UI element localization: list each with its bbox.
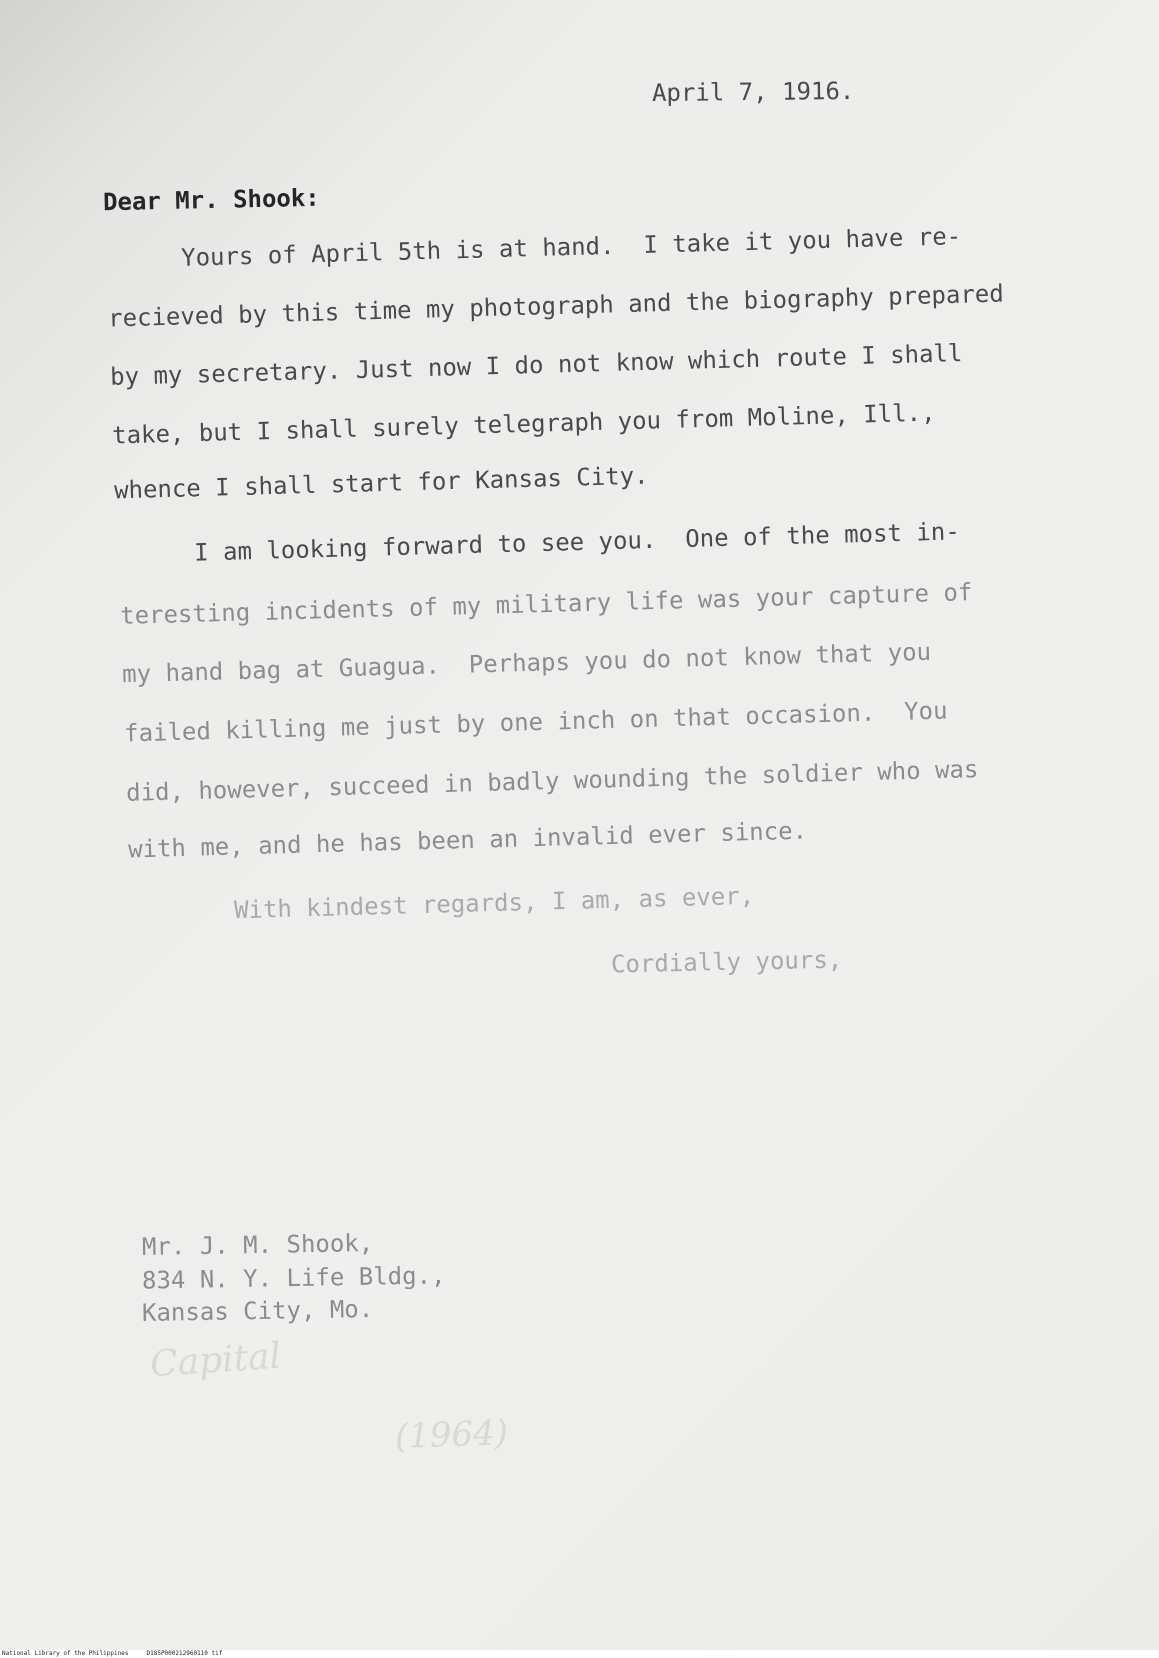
paragraph1-line: take, but I shall surely telegraph you from Moline, Ill., (111, 398, 936, 450)
paragraph1-line: recieved by this time my photograph and the biography prepared (107, 279, 1005, 333)
address-line: Mr. J. M. Shook, (141, 1228, 374, 1262)
pencil-note: Capital (148, 1335, 283, 1386)
paragraph2-line: failed killing me just by one inch on that occasion. You (123, 696, 948, 748)
paragraph2-line: with me, and he has been an invalid ever since. (127, 816, 808, 864)
paragraph2-line: teresting incidents of my military life was your capture of (119, 578, 973, 630)
paragraph2-line: my hand bag at Guagua. Perhaps you do not know that you (121, 637, 932, 689)
paragraph2-line: I am looking forward to see you. One of the most in- (193, 517, 961, 567)
salutation: Dear Mr. Shook: (102, 183, 321, 217)
address-line: Kansas City, Mo. (141, 1294, 374, 1328)
footer-caption: National Library of the Philippines D185P000212960110 tif (2, 1650, 223, 1657)
paragraph1-line: by my secretary. Just now I do not know which route I shall (109, 339, 963, 391)
paragraph2-line: did, however, succeed in badly wounding the soldier who was (125, 755, 979, 807)
paragraph1-line: whence I shall start for Kansas City. (113, 461, 649, 505)
closing-line: With kindest regards, I am, as ever, (233, 881, 755, 925)
paragraph1-line: Yours of April 5th is at hand. I take it you have re- (180, 222, 962, 272)
letter-date: April 7, 1916. (651, 76, 855, 108)
address-line: 834 N. Y. Life Bldg., (141, 1261, 446, 1295)
pencil-note: (1964) (394, 1413, 509, 1457)
complimentary-close: Cordially yours, (610, 945, 843, 979)
